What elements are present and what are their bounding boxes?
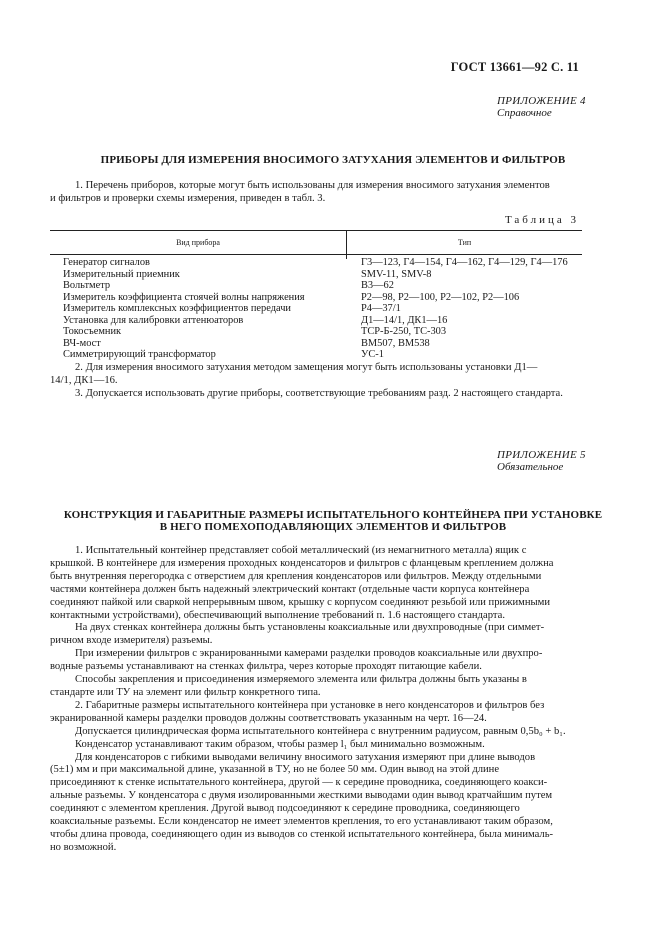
annex-4-subtitle: Справочное <box>497 107 552 119</box>
table-body <box>50 255 582 361</box>
note-line: 3. Допускается использовать другие приборы, соответствующие требованиям разд. 2 настоящего стандарта. <box>75 387 563 399</box>
annex-5-label <box>497 449 586 473</box>
instrument-type-cell: Д1—14/1, ДК1—16 <box>361 314 448 326</box>
table-row <box>50 257 582 269</box>
instrument-type-cell: Г3—123, Г4—154, Г4—162, Г4—129, Г4—176 <box>361 257 568 268</box>
paragraph-7-line: Конденсатор устанавливают таким образом, чтобы размер l₁ был минимально возможным. <box>75 738 485 750</box>
intro-line: 1. Перечень приборов, которые могут быть использованы для измерения вносимого затухания элементов <box>75 180 550 191</box>
instrument-name-cell: Измерительный приемник <box>63 268 180 280</box>
instrument-name-cell: Генератор сигналов <box>63 257 150 268</box>
table-caption: Таблица 3 <box>504 214 579 226</box>
section-5-title-line: КОНСТРУКЦИЯ И ГАБАРИТНЫЕ РАЗМЕРЫ ИСПЫТАТЕЛЬНОГО КОНТЕЙНЕРА ПРИ УСТАНОВКЕ <box>63 509 603 521</box>
intro-line: и фильтров и проверки схемы измерения, приведен в табл. 3. <box>50 192 326 204</box>
instrument-name-cell: ВЧ-мост <box>63 337 101 349</box>
section-4-title: ПРИБОРЫ ДЛЯ ИЗМЕРЕНИЯ ВНОСИМОГО ЗАТУХАНИЯ ЭЛЕМЕНТОВ И ФИЛЬТРОВ <box>100 154 566 166</box>
table-row <box>50 280 582 292</box>
table-row <box>50 326 582 338</box>
section-4-notes <box>50 362 582 401</box>
paragraph-5-line: 2. Габаритные размеры испытательного контейнера при установке в него конденсаторов и фильтров без <box>75 699 545 711</box>
paragraph-8-line: альные разъемы. У конденсатора с двумя изолированными жесткими выводами один вывод кратчайшим путем <box>50 790 553 802</box>
instrument-type-cell: ВМ507, ВМ538 <box>361 337 430 349</box>
instruments-table <box>50 230 582 361</box>
note-line: 14/1, ДК1—16. <box>50 374 118 386</box>
paragraph-4-line: стандарте или ТУ на элемент или фильтр конкретного типа. <box>50 686 321 698</box>
instrument-name-cell: Установка для калибровки аттенюаторов <box>63 314 244 326</box>
paragraph-8-line: но возможной. <box>50 841 117 853</box>
annex-5-subtitle: Обязательное <box>497 461 564 473</box>
paragraph-6-line: Допускается цилиндрическая форма испытательного контейнера с внутренним радиусом, равным 0,5b₀ + b₁. <box>75 725 566 737</box>
paragraph-8-line: чтобы длина провода, соединяющего один из выводов со стенкой испытательного контейнера, была минималь- <box>50 828 554 840</box>
instrument-type-cell: В3—62 <box>361 280 394 291</box>
table-row <box>50 292 582 304</box>
paragraph-8-line: коаксиальные разъемы. Если конденсатор не имеет элементов крепления, то его устанавливают таким образом, <box>50 816 553 828</box>
section-4-intro <box>50 180 582 206</box>
section-5-title <box>50 509 616 533</box>
paragraph-2-line: На двух стенках контейнера должны быть установлены коаксиальные или двухпроводные (при симмет- <box>75 622 545 634</box>
note-line: 2. Для измерения вносимого затухания методом замещения могут быть использованы установки Д1— <box>75 362 538 373</box>
instrument-type-cell: Р4—37/1 <box>361 303 401 314</box>
paragraph-1-line: контактными устройствами), обеспечивающий выполнение требований п. 1.6 настоящего стандарта. <box>50 609 505 621</box>
paragraph-3-line: При измерении фильтров с экранированными камерами разделки проводов коаксиальные или двухпро- <box>75 648 543 660</box>
annex-4-label <box>497 95 586 119</box>
instrument-name-cell: Вольтметр <box>63 280 111 291</box>
paragraph-1-line: быть внутренняя перегородка с отверстием для крепления конденсаторов или фильтров. Между отдельными <box>50 570 542 582</box>
instrument-type-cell: УС-1 <box>361 349 384 360</box>
instrument-name-cell: Измеритель комплексных коэффициентов передачи <box>63 303 291 314</box>
paragraph-1-line: 1. Испытательный контейнер представляет собой металлический (из немагнитного металла) ящик с <box>75 545 527 556</box>
instrument-name-cell: Токосъемник <box>63 326 122 337</box>
instrument-type-cell: Р2—98, Р2—100, Р2—102, Р2—106 <box>361 291 520 303</box>
section-5-title-line: В НЕГО ПОМЕХОПОДАВЛЯЮЩИХ ЭЛЕМЕНТОВ И ФИЛЬТРОВ <box>159 521 507 533</box>
paragraph-1-line: частями контейнера должен быть надежный электрический контакт (отдельные части корпуса контейнера <box>50 583 530 595</box>
paragraph-8-line: присоединяют к стенке испытательного контейнера, другой — к середине проводника, соединяющего коакси- <box>50 777 548 789</box>
paragraph-3-line: водные разъемы устанавливают на стенках фильтра, через которые проходят питающие кабели. <box>50 661 482 673</box>
paragraph-8-line: Для конденсаторов с гибкими выводами величину вносимого затухания измеряют при длине выводов <box>75 751 536 763</box>
paragraph-1-line: соединяют пайкой или сваркой непрерывным швом, крышку с корпусом соединяют резьбой или прижимными <box>50 596 551 608</box>
paragraph-4-line: Способы закрепления и присоединения измеряемого элемента или фильтра должны быть указаны в <box>75 674 527 686</box>
instrument-type-cell: ТСР-Б-250, ТС-303 <box>361 326 447 337</box>
instrument-type-cell: SMV-11, SMV-8 <box>361 268 432 280</box>
paragraph-5-line: экранированной камеры разделки проводов должны соответствовать указанным на черт. 16—24. <box>50 712 487 724</box>
paragraph-8-line: (5±1) мм и при максимальной длине, указанной в ТУ, но не более 50 мм. Один вывод на этой длине <box>50 764 500 776</box>
table-row <box>50 315 582 327</box>
table-header <box>50 230 582 255</box>
annex-5-title: ПРИЛОЖЕНИЕ 5 <box>497 449 586 461</box>
section-5-body <box>50 545 582 855</box>
table-row <box>50 349 582 361</box>
paragraph-8-line: соединяют с элементом крепления. Другой вывод подсоединяют к середине проводника, соединяющего <box>50 803 520 815</box>
paragraph-2-line: ричном входе измерителя) разъемы. <box>50 635 213 647</box>
page-header: ГОСТ 13661—92 С. 11 <box>450 60 579 74</box>
paragraph-1-line: крышкой. В контейнере для измерения проходных конденсаторов и фильтров с фланцевым креплением должна <box>50 557 554 569</box>
table-row <box>50 338 582 350</box>
instrument-name-cell: Измеритель коэффициента стоячей волны напряжения <box>63 291 305 303</box>
table-row <box>50 269 582 281</box>
instrument-name-cell: Симметрирующий трансформатор <box>63 349 216 360</box>
column-header-instrument: Вид прибора <box>50 231 347 254</box>
column-header-type: Тип <box>457 238 472 247</box>
table-row <box>50 303 582 315</box>
annex-4-title: ПРИЛОЖЕНИЕ 4 <box>497 95 586 107</box>
